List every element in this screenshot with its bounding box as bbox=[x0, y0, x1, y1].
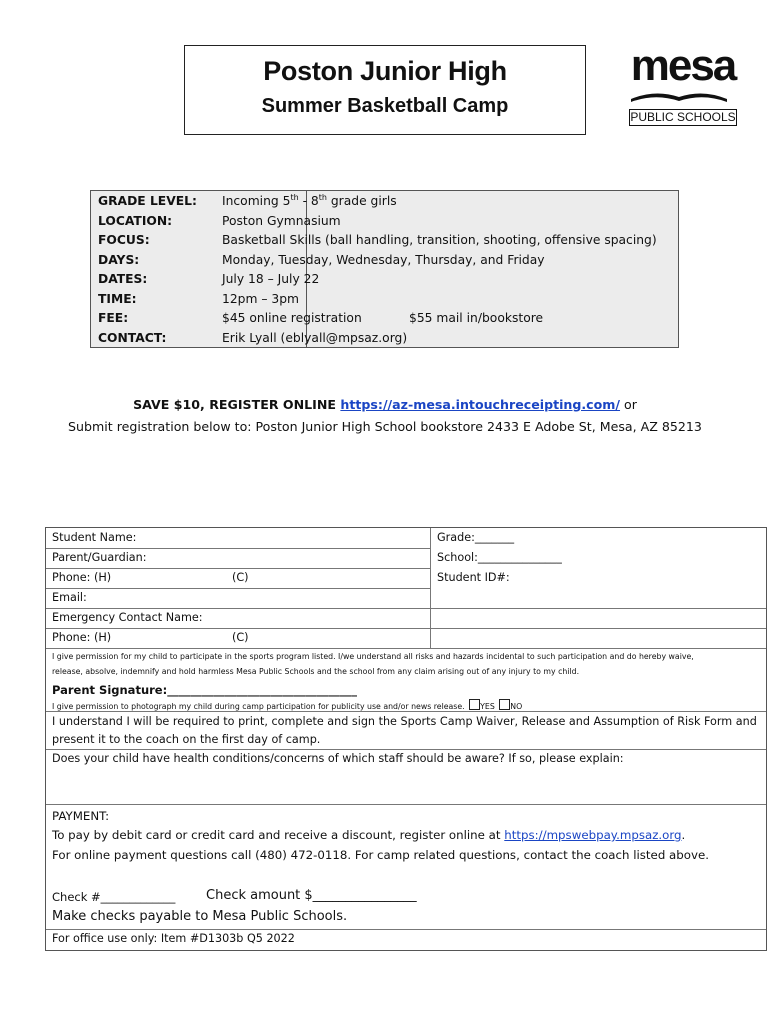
fee-label: FEE: bbox=[98, 311, 129, 325]
school-field[interactable]: School:_______________ bbox=[437, 551, 562, 564]
registration-link[interactable]: https://az-mesa.intouchreceipting.com/ bbox=[340, 397, 621, 412]
open-book-icon bbox=[627, 89, 731, 103]
location-label: LOCATION: bbox=[98, 213, 173, 228]
payment-line1-text: To pay by debit card or credit card and receive a discount, register online at bbox=[52, 828, 505, 842]
emergency-phone-cell-field[interactable]: (C) bbox=[232, 631, 249, 644]
yes-label: YES bbox=[480, 702, 495, 711]
registration-form bbox=[45, 527, 767, 951]
save-text: SAVE $10, REGISTER ONLINE bbox=[133, 397, 341, 412]
phone-cell-field[interactable]: (C) bbox=[232, 571, 249, 584]
focus-value: Basketball Skills (ball handling, transition, shooting, offensive spacing) bbox=[222, 233, 657, 247]
form-line bbox=[46, 588, 430, 589]
grade-field[interactable]: Grade:_______ bbox=[437, 531, 515, 544]
health-question: Does your child have health conditions/concerns of which staff should be aware? If so, please explain: bbox=[52, 752, 624, 765]
parent-guardian-field[interactable]: Parent/Guardian: bbox=[52, 551, 147, 564]
form-column-divider bbox=[430, 528, 431, 649]
submit-instructions: Submit registration below to: Poston Junior High School bookstore 2433 E Adobe St, Mesa, AZ 85213 bbox=[68, 419, 702, 434]
time-value: 12pm – 3pm bbox=[222, 291, 300, 306]
info-row-days bbox=[91, 251, 678, 271]
student-name-field[interactable]: Student Name: bbox=[52, 531, 137, 544]
check-number-field[interactable]: Check #_____________ bbox=[52, 890, 176, 904]
days-value: Monday, Tuesday, Wednesday, Thursday, and Friday bbox=[222, 252, 545, 267]
info-row-fee bbox=[91, 309, 678, 329]
logo-tagline: PUBLIC SCHOOLS bbox=[630, 110, 736, 124]
logo-wordmark: mesa bbox=[630, 41, 736, 90]
info-row-grade bbox=[91, 192, 678, 212]
form-line bbox=[46, 608, 766, 609]
check-amount-field[interactable]: Check amount $________________ bbox=[206, 888, 417, 903]
fee-online-value: $45 online registration bbox=[222, 311, 362, 325]
form-line bbox=[46, 804, 766, 805]
permission-text-line2: release, absolve, indemnify and hold harmless Mesa Public Schools and the school from any claim arising out of any injury to my child. bbox=[52, 667, 580, 676]
form-line bbox=[46, 628, 766, 629]
emergency-contact-field[interactable]: Emergency Contact Name: bbox=[52, 611, 203, 624]
page-subtitle: Summer Basketball Camp bbox=[261, 95, 509, 117]
form-line bbox=[46, 648, 766, 649]
form-line bbox=[46, 548, 430, 549]
form-line bbox=[46, 929, 766, 930]
office-use-text: For office use only: Item #D1303b Q5 2022 bbox=[52, 932, 295, 945]
no-checkbox[interactable] bbox=[499, 699, 510, 710]
payment-link[interactable]: https://mpswebpay.mpsaz.org bbox=[504, 828, 682, 842]
parent-signature-field[interactable]: Parent Signature:_________________________________ bbox=[52, 683, 357, 697]
contact-label: CONTACT: bbox=[98, 330, 167, 345]
time-label: TIME: bbox=[98, 291, 137, 306]
info-row-focus bbox=[91, 231, 678, 251]
contact-value: Erik Lyall (eblyall@mpsaz.org) bbox=[222, 330, 408, 345]
save-online-line bbox=[0, 397, 770, 412]
emergency-phone-home-field[interactable]: Phone: (H) bbox=[52, 631, 112, 644]
no-label: NO bbox=[510, 702, 523, 711]
form-line bbox=[46, 568, 430, 569]
form-line bbox=[46, 711, 766, 712]
checks-payable-text: Make checks payable to Mesa Public Schools. bbox=[52, 909, 348, 924]
waiver-text-line2: present it to the coach on the first day of camp. bbox=[52, 733, 321, 746]
focus-label: FOCUS: bbox=[98, 233, 150, 247]
dates-label: DATES: bbox=[98, 272, 148, 286]
info-row-contact bbox=[91, 329, 678, 349]
photo-permission-line bbox=[52, 699, 522, 711]
title-box bbox=[184, 45, 586, 135]
payment-title: PAYMENT: bbox=[52, 809, 110, 823]
location-value: Poston Gymnasium bbox=[222, 213, 341, 228]
payment-line2: For online payment questions call (480) 472-0118. For camp related questions, contact the coach listed above. bbox=[52, 848, 709, 862]
form-line bbox=[46, 749, 766, 750]
mesa-public-schools-logo bbox=[627, 41, 739, 124]
days-label: DAYS: bbox=[98, 252, 140, 267]
permission-text-line1: I give permission for my child to participate in the sports program listed. I/we understand all risks and hazards incidental to such participation and do hereby waive, bbox=[52, 652, 694, 661]
grade-label: GRADE LEVEL: bbox=[98, 194, 197, 208]
waiver-text-line1: I understand I will be required to print, complete and sign the Sports Camp Waiver, Release and Assumption of Risk Form and bbox=[52, 715, 757, 728]
save-or-text: or bbox=[620, 397, 637, 412]
fee-mail-value: $55 mail in/bookstore bbox=[409, 311, 544, 325]
payment-line1: To pay by debit card or credit card and receive a discount, register online at https://mpswebpay.mpsaz.org. bbox=[52, 828, 686, 842]
info-row-time bbox=[91, 290, 678, 310]
grade-value: Incoming 5th - 8th grade girls bbox=[222, 192, 397, 208]
info-row-location bbox=[91, 212, 678, 232]
info-row-dates bbox=[91, 270, 678, 290]
dates-value: July 18 – July 22 bbox=[222, 272, 320, 286]
yes-checkbox[interactable] bbox=[469, 699, 480, 710]
page-title: Poston Junior High bbox=[263, 56, 507, 86]
student-id-field[interactable]: Student ID#: bbox=[437, 571, 510, 584]
email-field[interactable]: Email: bbox=[52, 591, 87, 604]
phone-home-field[interactable]: Phone: (H) bbox=[52, 571, 112, 584]
photo-permission-text: I give permission to photograph my child during camp participation for publicity use and/or news release. bbox=[52, 702, 465, 711]
camp-info-table bbox=[90, 190, 679, 348]
